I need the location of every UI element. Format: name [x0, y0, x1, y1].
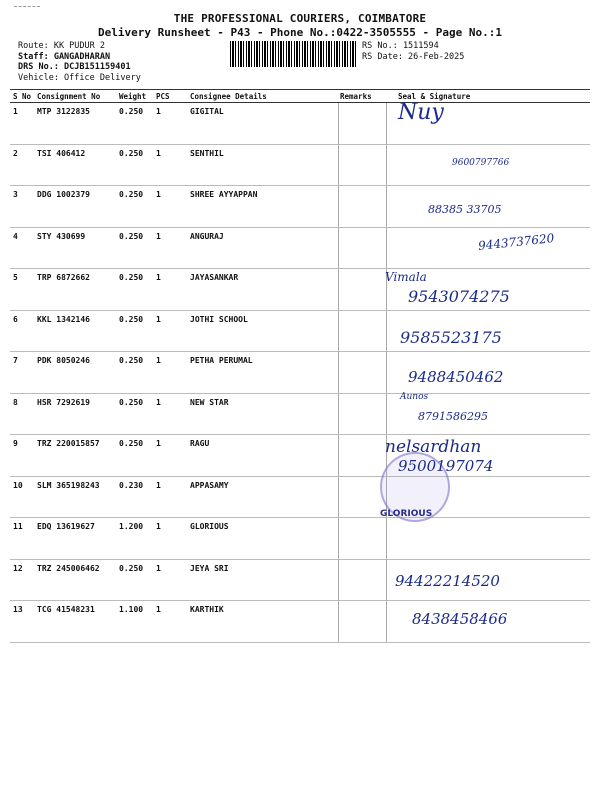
weight: 0.250 [119, 148, 144, 158]
pieces: 1 [156, 107, 161, 116]
runsheet-subtitle: Delivery Runsheet - P43 - Phone No.:0422-3505555 - Page No.:1 [98, 26, 502, 39]
sno: 7 [13, 356, 18, 365]
column-header-pcs: PCS [156, 92, 170, 101]
column-header-remarks: Remarks [340, 92, 372, 101]
delivery-table [10, 89, 590, 643]
stamp-text: GLORIOUS [380, 509, 433, 519]
consignee-name: ANGURAJ [190, 231, 224, 241]
weight: 1.100 [119, 605, 144, 614]
signature-9-name: nelsardhan [385, 437, 482, 457]
consignee-name: JEYA SRI [190, 563, 229, 573]
pieces: 1 [156, 273, 161, 282]
staff-label: Staff: GANGADHARAN [18, 51, 111, 62]
table-row [10, 269, 590, 311]
consignment-number: SLM 365198243 [37, 480, 100, 490]
signature-5: 9543074275 [408, 287, 510, 306]
barcode [230, 41, 356, 67]
pieces: 1 [156, 605, 161, 614]
scan-mark [14, 6, 40, 9]
consignment-number: TCG 41548231 [37, 605, 95, 614]
weight: 0.250 [119, 439, 144, 448]
sno: 1 [13, 107, 18, 116]
column-header-consignment: Consignment No [37, 92, 101, 101]
pieces: 1 [156, 356, 161, 365]
sno: 13 [13, 605, 23, 614]
weight: 0.250 [119, 107, 144, 116]
signature-2: 9600797766 [452, 158, 510, 168]
weight: 0.250 [119, 563, 144, 573]
sno: 2 [13, 148, 18, 158]
pieces: 1 [156, 397, 161, 407]
drs-number: DRS No.: DCJB151159401 [18, 62, 131, 72]
consignee-name: APPASAMY [190, 480, 229, 490]
weight: 0.250 [119, 314, 144, 324]
weight: 0.250 [119, 231, 144, 241]
table-header [10, 89, 590, 103]
consignee-name: NEW STAR [190, 397, 229, 407]
consignment-number: PDK 8050246 [37, 356, 90, 365]
signature-4: 9443737620 [477, 231, 555, 253]
table-row [10, 435, 590, 477]
sno: 4 [13, 231, 18, 241]
consignment-number: HSR 7292619 [37, 397, 90, 407]
sno: 9 [13, 439, 18, 448]
document-header [0, 12, 600, 39]
runsheet-meta-left [18, 41, 141, 83]
company-title: THE PROFESSIONAL COURIERS, COIMBATORE [173, 12, 427, 25]
sno: 10 [13, 480, 23, 490]
consignee-name: RAGU [190, 439, 210, 448]
consignment-number: KKL 1342146 [37, 314, 90, 324]
table-row [10, 477, 590, 519]
weight: 0.250 [119, 397, 144, 407]
sno: 12 [13, 563, 23, 573]
consignment-number: DDG 1002379 [37, 190, 90, 199]
weight: 0.250 [119, 190, 144, 199]
signature-13: 8438458466 [412, 610, 508, 628]
consignee-name: KARTHIK [190, 605, 224, 614]
signature-7: 9488450462 [408, 368, 504, 386]
sno: 5 [13, 273, 18, 282]
rs-date: RS Date: 26-Feb-2025 [362, 51, 465, 62]
table-row [10, 186, 590, 228]
column-header-sno: S No [13, 92, 32, 101]
signature-12: 94422214520 [395, 572, 500, 590]
column-header-signature: Seal & Signature [398, 92, 471, 101]
table-row [10, 518, 590, 560]
consignee-name: PETHA PERUMAL [190, 356, 253, 365]
consignee-name: JOTHI SCHOOL [190, 314, 248, 324]
table-row [10, 352, 590, 394]
runsheet-meta-right [362, 41, 464, 62]
consignee-name: SHREE AYYAPPAN [190, 190, 258, 199]
sno: 6 [13, 314, 18, 324]
consignment-number: EDQ 13619627 [37, 522, 95, 531]
table-row [10, 560, 590, 602]
pieces: 1 [156, 480, 161, 490]
signature-8-name: Aunos [400, 392, 429, 402]
signature-5-name: Vimala [385, 270, 427, 284]
signature-1: Nuy [398, 100, 444, 125]
consignment-number: TRZ 220015857 [37, 439, 100, 448]
table-body [10, 103, 590, 643]
column-header-consignee: Consignee Details [190, 92, 267, 101]
route-label: Route: KK PUDUR 2 [18, 41, 105, 51]
pieces: 1 [156, 522, 161, 531]
pieces: 1 [156, 148, 161, 158]
consignment-number: STY 430699 [37, 231, 86, 241]
weight: 1.200 [119, 522, 144, 531]
signature-8: 8791586295 [418, 410, 488, 423]
table-row [10, 394, 590, 436]
consignment-number: TRZ 245006462 [37, 563, 100, 573]
table-row [10, 103, 590, 145]
consignment-number: MTP 3122835 [37, 107, 90, 116]
weight: 0.250 [119, 356, 144, 365]
consignment-number: TRP 6872662 [37, 273, 90, 282]
table-row [10, 311, 590, 353]
table-row [10, 228, 590, 270]
pieces: 1 [156, 439, 161, 448]
signature-9: 9500197074 [398, 457, 494, 475]
weight: 0.250 [119, 273, 144, 282]
table-row [10, 145, 590, 187]
consignee-name: JAYASANKAR [190, 273, 239, 282]
consignee-name: SENTHIL [190, 148, 224, 158]
vehicle-label: Vehicle: Office Delivery [18, 72, 141, 83]
signature-6: 9585523175 [400, 328, 502, 347]
pieces: 1 [156, 190, 161, 199]
sno: 8 [13, 397, 18, 407]
sno: 3 [13, 190, 18, 199]
rs-number: RS No.: 1511594 [362, 41, 439, 51]
column-header-weight: Weight [119, 92, 147, 101]
consignee-name: GLORIOUS [190, 522, 229, 531]
table-row [10, 601, 590, 643]
consignee-name: GIGITAL [190, 107, 224, 116]
consignment-number: TSI 406412 [37, 148, 86, 158]
pieces: 1 [156, 563, 161, 573]
pieces: 1 [156, 314, 161, 324]
signature-3: 88385 33705 [428, 203, 502, 216]
pieces: 1 [156, 231, 161, 241]
weight: 0.230 [119, 480, 144, 490]
sno: 11 [13, 522, 23, 531]
